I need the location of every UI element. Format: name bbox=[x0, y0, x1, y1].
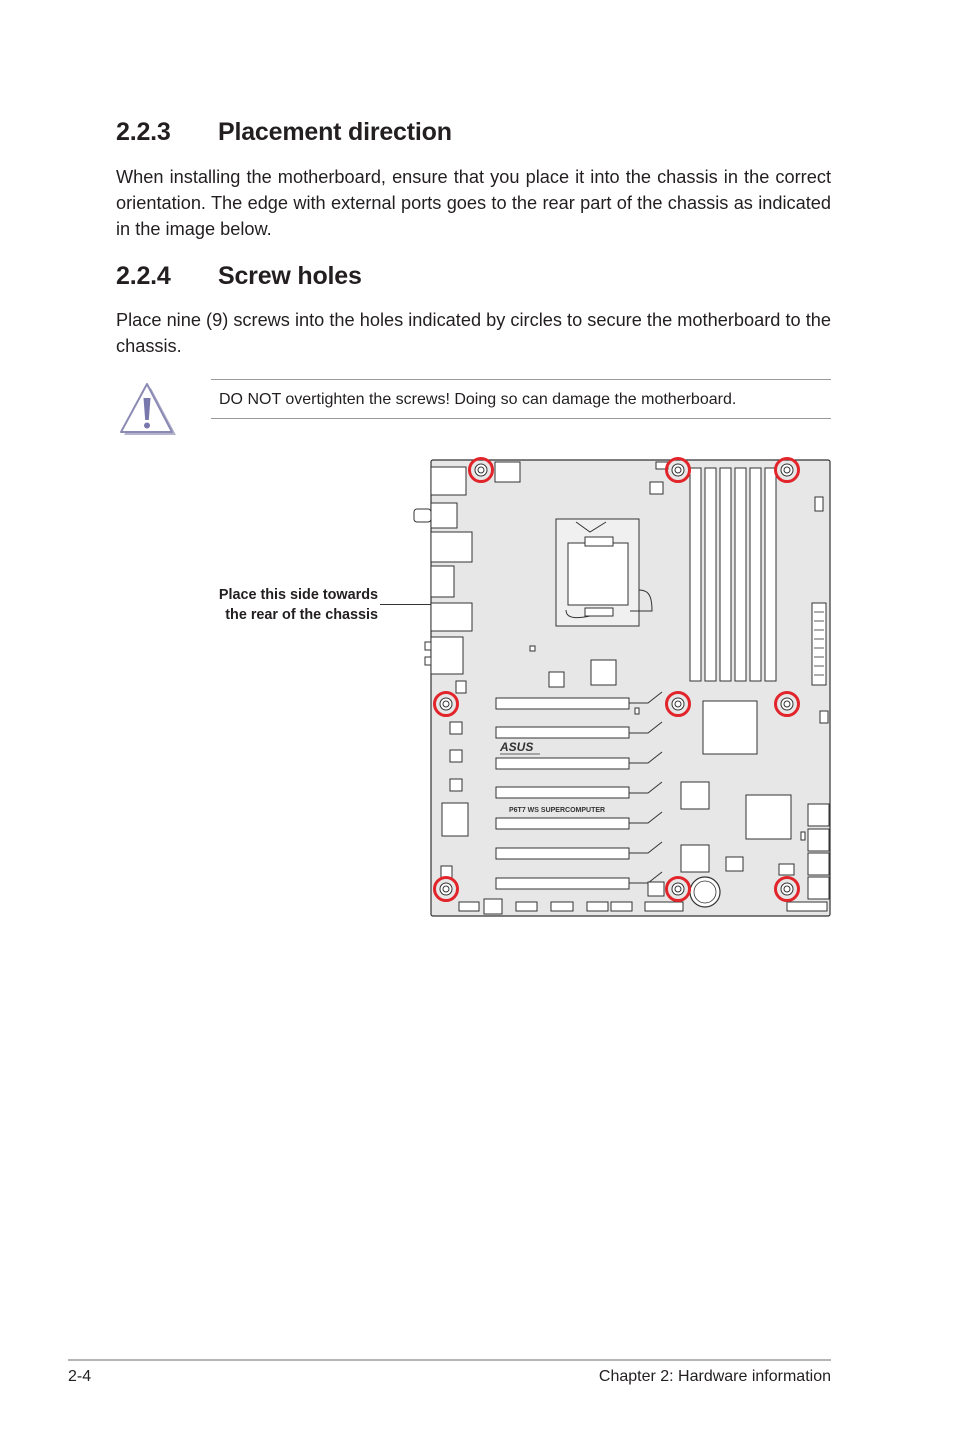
cpu-socket bbox=[556, 519, 652, 626]
io-port bbox=[425, 642, 431, 650]
sata-ports bbox=[808, 804, 829, 899]
section-title: Screw holes bbox=[218, 262, 362, 290]
chapter-title: Chapter 2: Hardware information bbox=[598, 1368, 831, 1385]
page-number: 2-4 bbox=[68, 1368, 92, 1385]
section-heading-placement bbox=[116, 118, 452, 147]
caution-top-rule bbox=[211, 379, 831, 380]
io-port bbox=[431, 503, 457, 528]
motherboard-diagram bbox=[410, 450, 840, 925]
cmos-battery bbox=[690, 877, 720, 907]
io-port bbox=[414, 509, 431, 522]
caution-bottom-rule bbox=[211, 418, 831, 419]
motherboard-svg bbox=[410, 450, 840, 925]
brand-logo: ASUS bbox=[500, 740, 534, 754]
io-port bbox=[431, 603, 472, 631]
placement-paragraph: When installing the motherboard, ensure that you place it into the chassis in the correct orientation. The edge with external ports goes to the rear part of the chassis as indicated in the image below. bbox=[116, 167, 831, 239]
callout-line-2: the rear of the chassis bbox=[225, 607, 378, 623]
io-port bbox=[431, 467, 466, 495]
io-port bbox=[431, 637, 463, 674]
section-title: Placement direction bbox=[218, 118, 452, 146]
callout-line-1: Place this side towards bbox=[218, 587, 378, 603]
footer-rule bbox=[68, 1359, 831, 1361]
section-heading-screw-holes bbox=[116, 262, 362, 291]
section-number: 2.2.3 bbox=[116, 118, 171, 146]
io-port bbox=[425, 657, 431, 665]
rear-side-callout bbox=[190, 585, 378, 625]
io-port bbox=[431, 532, 472, 562]
screw-holes-paragraph: Place nine (9) screws into the holes indicated by circles to secure the motherboard to the chassis. bbox=[116, 310, 831, 356]
warning-triangle-icon bbox=[118, 380, 178, 438]
io-port bbox=[431, 566, 454, 597]
board-model-label: P6T7 WS SUPERCOMPUTER bbox=[509, 807, 606, 814]
caution-text: DO NOT overtighten the screws! Doing so can damage the motherboard. bbox=[219, 391, 737, 408]
section-number: 2.2.4 bbox=[116, 262, 171, 290]
